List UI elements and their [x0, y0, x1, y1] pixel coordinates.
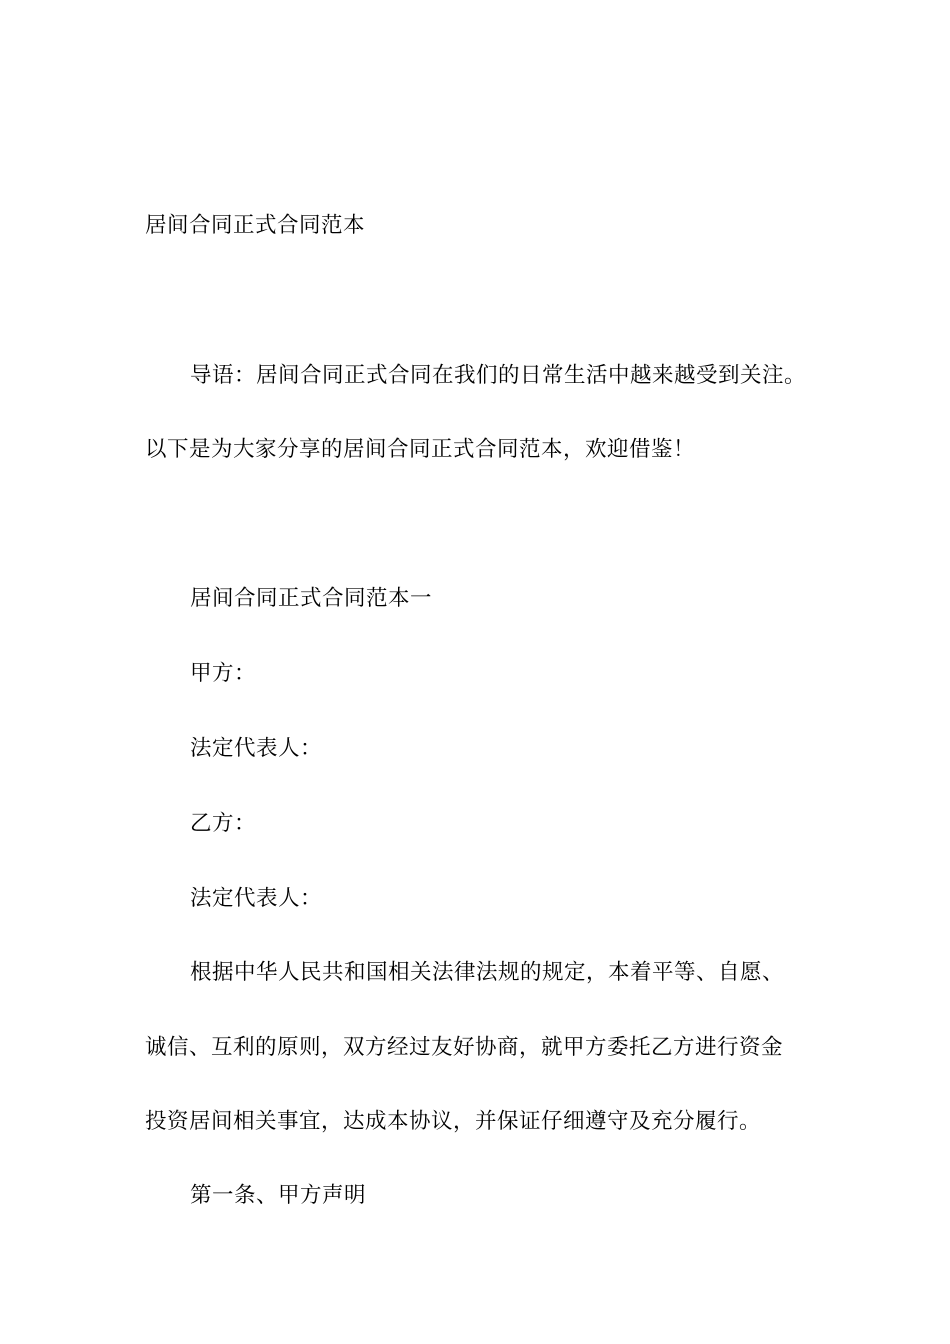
intro-line-2: 以下是为大家分享的居间合同正式合同范本，欢迎借鉴！: [145, 437, 696, 462]
intro-line-1: 导语：居间合同正式合同在我们的日常生活中越来越受到关注。: [190, 363, 807, 388]
article-1-heading: 第一条、甲方声明: [190, 1183, 367, 1208]
document-title: 居间合同正式合同范本: [145, 213, 366, 238]
party-a-label: 甲方：: [190, 661, 257, 686]
party-a-representative-label: 法定代表人：: [190, 736, 323, 761]
preamble-line-2: 诚信、互利的原则，双方经过友好协商，就甲方委托乙方进行资金: [145, 1035, 784, 1060]
party-b-label: 乙方：: [190, 811, 257, 836]
section-heading: 居间合同正式合同范本一: [190, 586, 433, 611]
preamble-line-1: 根据中华人民共和国相关法律法规的规定，本着平等、自愿、: [190, 960, 785, 985]
party-b-representative-label: 法定代表人：: [190, 886, 323, 911]
preamble-line-3: 投资居间相关事宜，达成本协议，并保证仔细遵守及充分履行。: [145, 1109, 762, 1134]
